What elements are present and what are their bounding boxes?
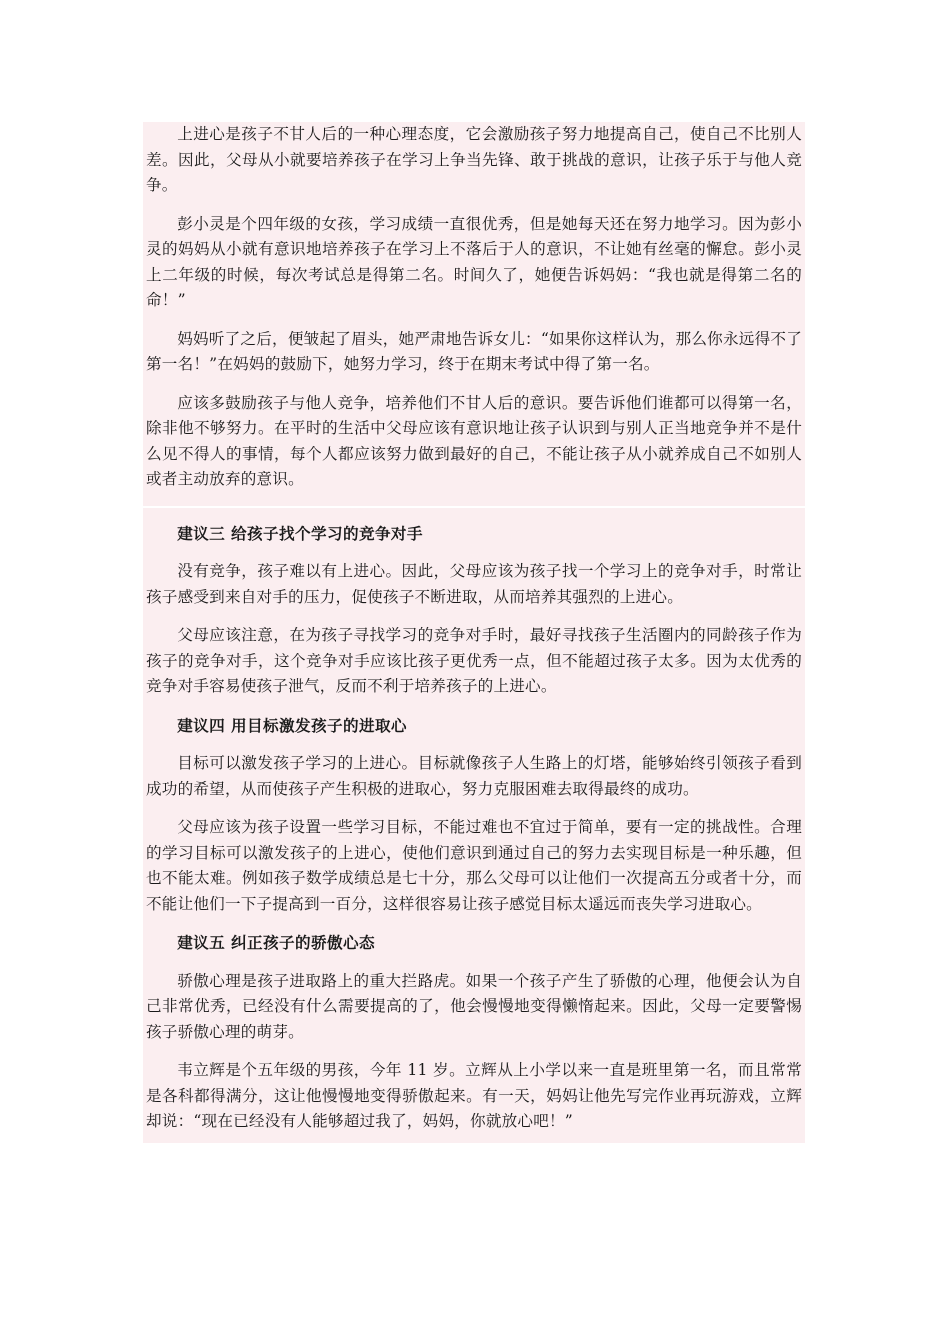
- section-heading: 建议四 用目标激发孩子的进取心: [177, 715, 407, 735]
- paragraph: 彭小灵是个四年级的女孩，学习成绩一直很优秀，但是她每天还在努力地学习。因为彭小灵的妈妈从小就有意识地培养孩子在学习上不落后于人的意识，不让她有丝毫的懈怠。彭小灵上二年级的时候，每次考试总是得第二名。时间久了，她便告诉妈妈：“我也就是得第二名的命！”: [146, 214, 802, 309]
- section-heading: 建议五 纠正孩子的骄傲心态: [177, 933, 375, 952]
- paragraph: 父母应该为孩子设置一些学习目标，不能过难也不宜过于简单，要有一定的挑战性。合理的学习目标可以激发孩子的上进心，使他们意识到通过自己的努力去实现目标是一种乐趣，但也不能太难。例如孩子数学成绩总是七十分，那么父母可以让他们一次提高五分或者十分，而不能让他们一下子提高到一百分，这样很容易让孩子感觉目标太遥远而丧失学习进取心。: [146, 818, 802, 913]
- article-body: [143, 122, 805, 1143]
- paragraph: 父母应该注意，在为孩子寻找学习的竞争对手时，最好寻找孩子生活圈内的同龄孩子作为孩子的竞争对手，这个竞争对手应该比孩子更优秀一点，但不能超过孩子太多。因为太优秀的竞争对手容易使孩子泄气，反而不利于培养孩子的上进心。: [146, 626, 802, 695]
- paragraph: 应该多鼓励孩子与他人竞争，培养他们不甘人后的意识。要告诉他们谁都可以得第一名，除非他不够努力。在平时的生活中父母应该有意识地让孩子认识到与别人正当地竞争并不是什么见不得人的事情，每个人都应该努力做到最好的自己，不能让孩子从小就养成自己不如别人或者主动放弃的意识。: [146, 393, 802, 488]
- paragraph: 没有竞争，孩子难以有上进心。因此，父母应该为孩子找一个学习上的竞争对手，时常让孩子感受到来自对手的压力，促使孩子不断进取，从而培养其强烈的上进心。: [146, 562, 802, 606]
- paragraph: 韦立辉是个五年级的男孩，今年 11 岁。立辉从上小学以来一直是班里第一名，而且常常是各科都得满分，这让他慢慢地变得骄傲起来。有一天，妈妈让他先写完作业再玩游戏，立辉却说：“现在已经没有人能够超过我了，妈妈，你就放心吧！”: [146, 1061, 802, 1130]
- section-heading: 建议三 给孩子找个学习的竞争对手: [177, 523, 423, 543]
- paragraph: 骄傲心理是孩子进取路上的重大拦路虎。如果一个孩子产生了骄傲的心理，他便会认为自己非常优秀，已经没有什么需要提高的了，他会慢慢地变得懒惰起来。因此，父母一定要警惕孩子骄傲心理的萌芽。: [146, 971, 802, 1041]
- section-divider: [143, 506, 805, 508]
- paragraph: 上进心是孩子不甘人后的一种心理态度，它会激励孩子努力地提高自己，使自己不比别人差。因此，父母从小就要培养孩子在学习上争当先锋、敢于挑战的意识，让孩子乐于与他人竞争。: [146, 125, 802, 194]
- paragraph: 目标可以激发孩子学习的上进心。目标就像孩子人生路上的灯塔，能够始终引领孩子看到成功的希望，从而使孩子产生积极的进取心，努力克服困难去取得最终的成功。: [146, 754, 802, 798]
- paragraph: 妈妈听了之后，便皱起了眉头，她严肃地告诉女儿：“如果你这样认为，那么你永远得不了第一名！”在妈妈的鼓励下，她努力学习，终于在期末考试中得了第一名。: [146, 329, 802, 373]
